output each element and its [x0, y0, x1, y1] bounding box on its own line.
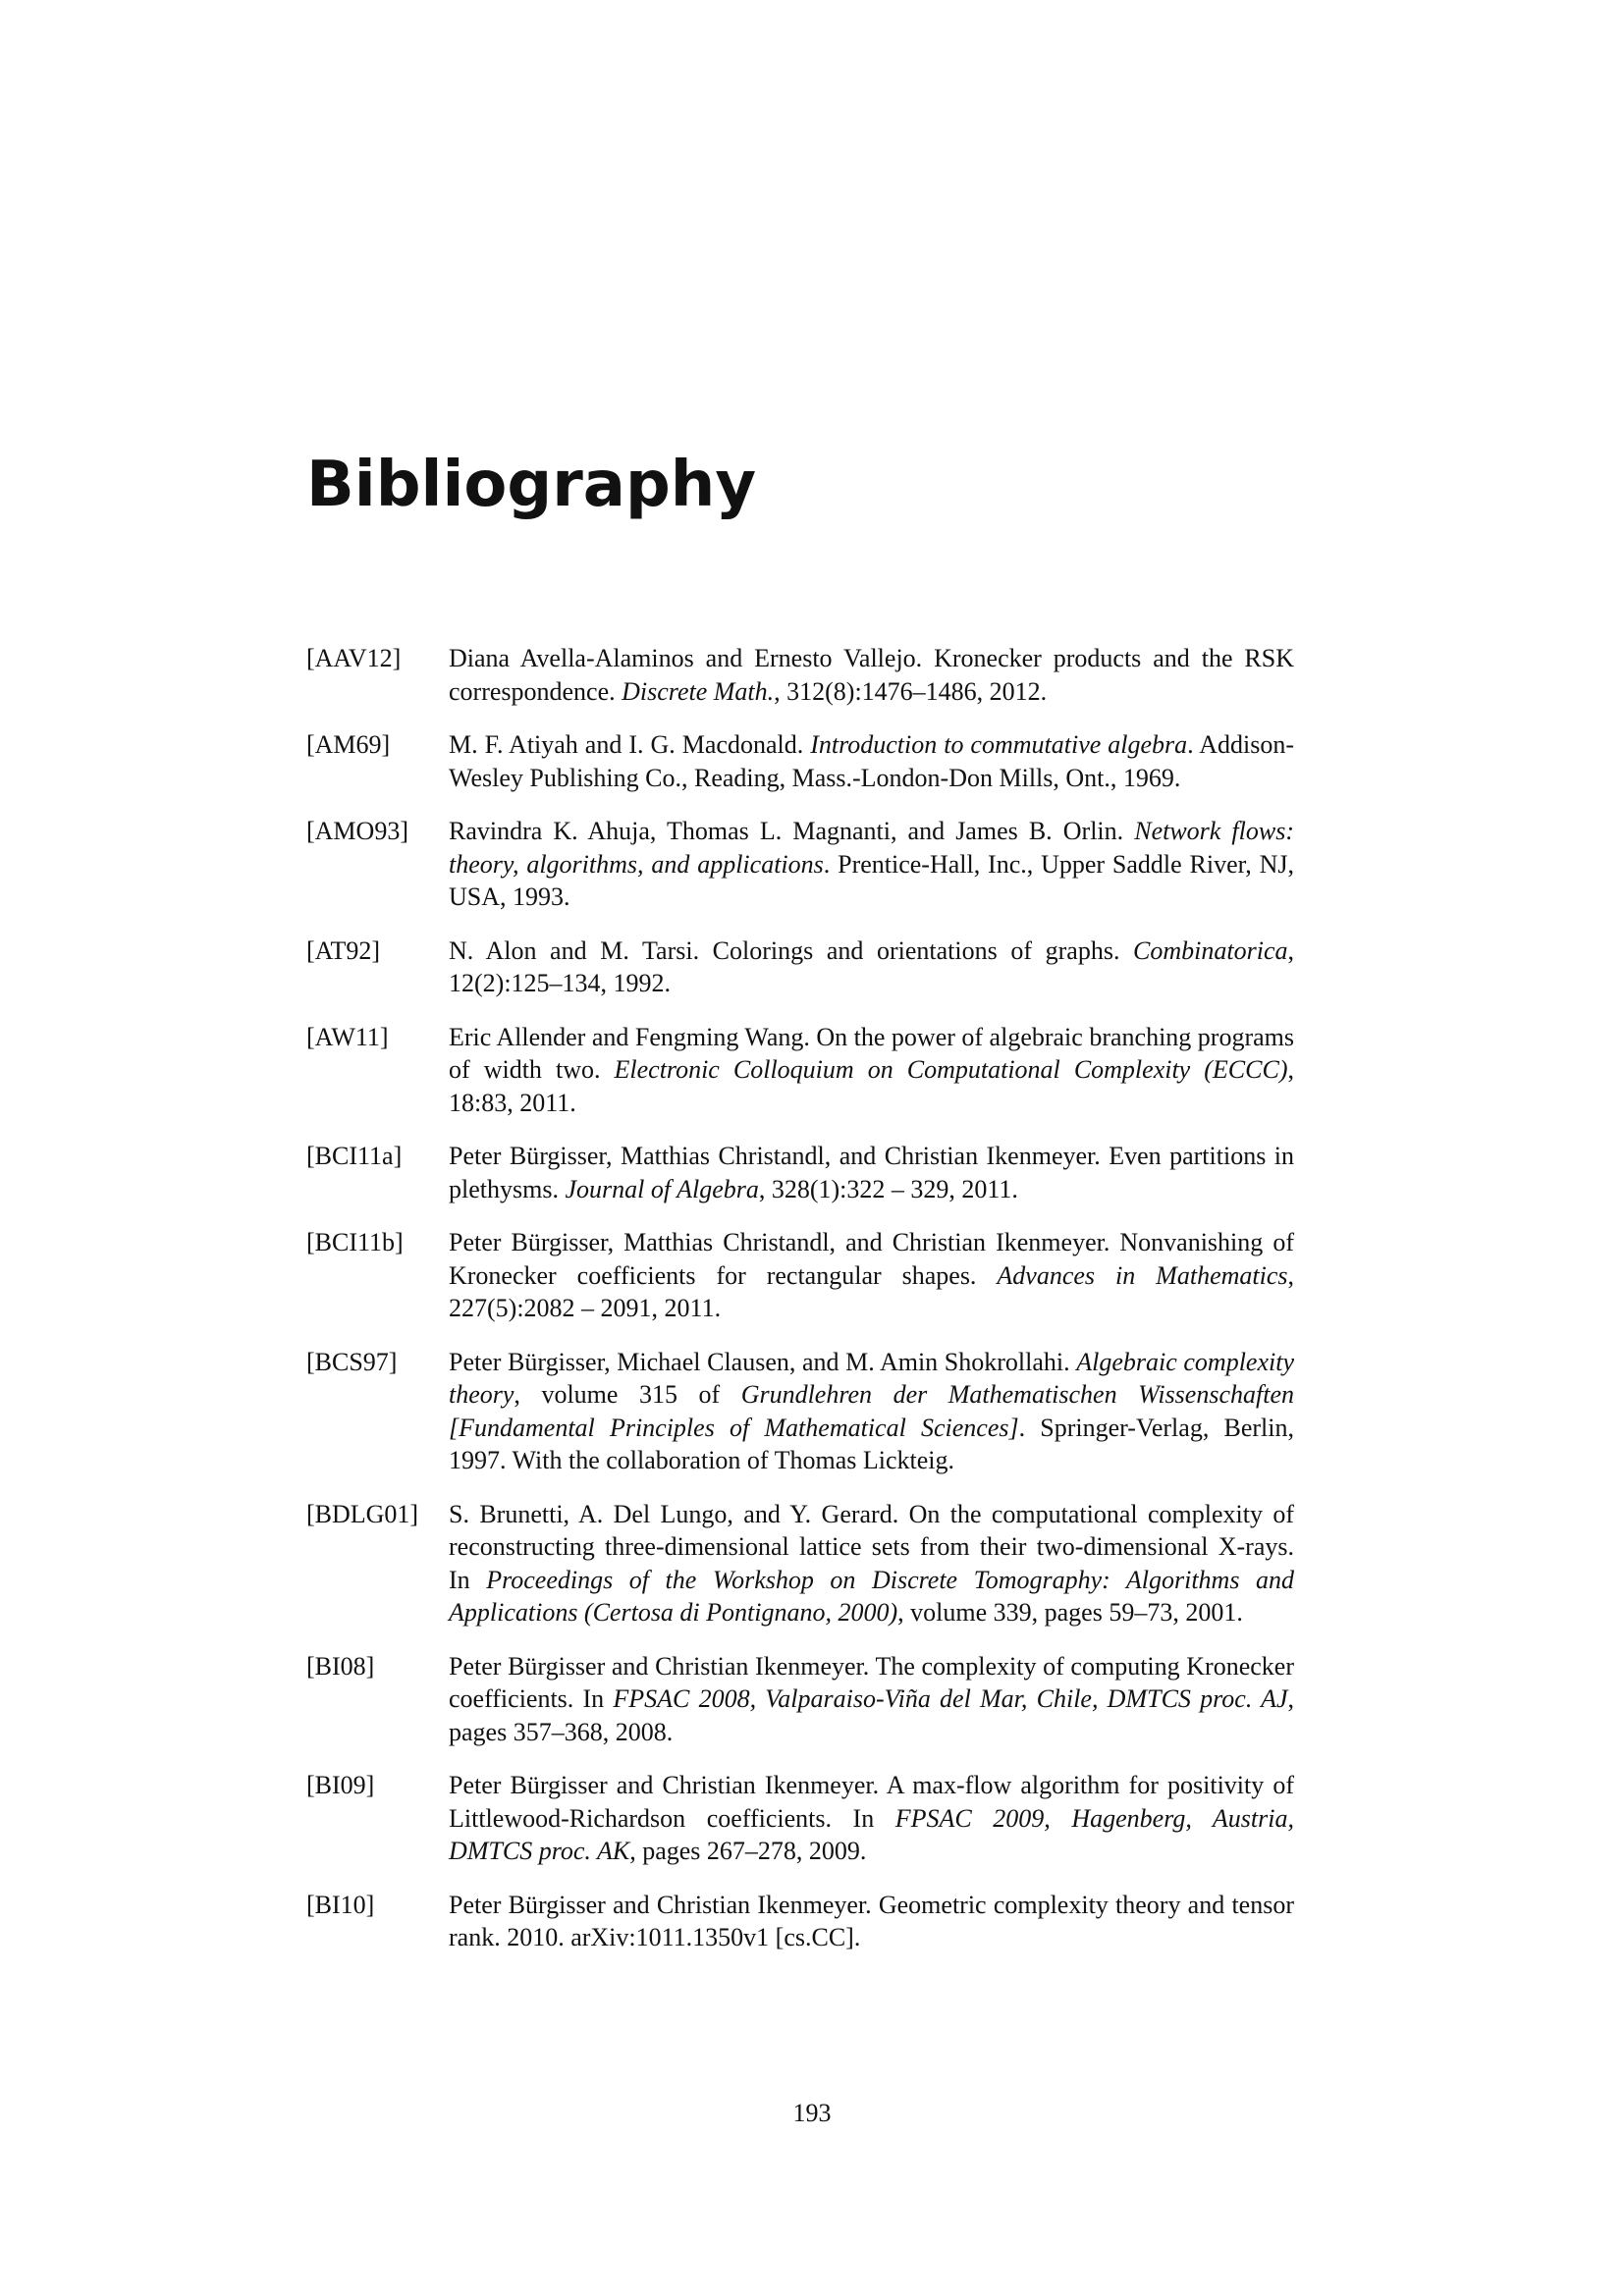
reference-italic-text: Network flows: theory, algorithms, and applications: [449, 817, 1294, 879]
bibliography-list: [306, 642, 1294, 1975]
reference-roman-text: , pages 267–278, 2009.: [629, 1837, 867, 1865]
citation-key: [BI08]: [306, 1651, 375, 1681]
bib-entry: [306, 1650, 1294, 1749]
reference-text: [449, 1140, 1294, 1205]
reference-roman-text: , 18:83, 2011.: [449, 1055, 1294, 1117]
bib-entry: [306, 642, 1294, 708]
page-number: 193: [792, 2099, 832, 2127]
citation-key: [AMO93]: [306, 817, 408, 845]
reference-roman-text: . Prentice-Hall, Inc., Upper Saddle River, NJ, USA, 1993.: [449, 849, 1294, 911]
reference-roman-text: N. Alon and M. Tarsi. Colorings and orientations of graphs.: [449, 935, 1134, 965]
reference-italic-text: Advances in Mathematics: [997, 1260, 1288, 1290]
reference-roman-text: Peter Bürgisser, Matthias Christandl, and Christian Ikenmeyer. Nonvanishing of Kronecker coefficients for rectangular shapes.: [449, 1228, 1294, 1290]
reference-text: [449, 1021, 1294, 1120]
reference-roman-text: Ravindra K. Ahuja, Thomas L. Magnanti, and James B. Orlin.: [449, 817, 1135, 845]
reference-text: [449, 1226, 1294, 1325]
reference-text: [449, 1346, 1294, 1477]
citation-key: [BCI11b]: [306, 1228, 404, 1256]
citation-key: [AT92]: [306, 935, 381, 965]
reference-roman-text: . Addison-Wesley Publishing Co., Reading, Mass.-London-Don Mills, Ont., 1969.: [449, 730, 1294, 792]
bib-entry: [306, 1021, 1294, 1120]
citation-key: [BDLG01]: [306, 1499, 419, 1528]
chapter-title: Bibliography: [306, 449, 757, 521]
reference-roman-text: . Springer-Verlag, Berlin, 1997. With the collaboration of Thomas Lickteig.: [449, 1413, 1294, 1474]
reference-text: [449, 642, 1294, 708]
reference-italic-text: Combinatorica: [1133, 935, 1288, 965]
reference-roman-text: , 328(1):322 – 329, 2011.: [758, 1174, 1018, 1203]
bib-entry: [306, 1346, 1294, 1477]
citation-key: [BI09]: [306, 1771, 375, 1799]
reference-italic-text: FPSAC 2009, Hagenberg, Austria, DMTCS proc. AK: [449, 1803, 1294, 1865]
citation-key: [AAV12]: [306, 644, 402, 672]
reference-roman-text: , 12(2):125–134, 1992.: [449, 935, 1294, 997]
reference-italic-text: Journal of Algebra: [565, 1174, 759, 1203]
reference-italic-text: Electronic Colloquium on Computational Complexity (ECCC): [614, 1055, 1288, 1084]
bib-entry: [306, 1769, 1294, 1868]
citation-key: [BCS97]: [306, 1347, 398, 1376]
citation-key: [BCI11a]: [306, 1142, 403, 1170]
reference-roman-text: Peter Bürgisser and Christian Ikenmeyer. Geometric complexity theory and tensor rank. 2010. arXiv:1011.1350v1 [cs.CC].: [449, 1890, 1294, 1951]
reference-roman-text: Diana Avella-Alaminos and Ernesto Vallejo. Kronecker products and the RSK correspondence.: [449, 644, 1294, 706]
reference-roman-text: , volume 339, pages 59–73, 2001.: [897, 1598, 1243, 1627]
reference-text: [449, 728, 1294, 794]
bib-entry: [306, 1140, 1294, 1205]
bib-entry: [306, 1889, 1294, 1954]
reference-italic-text: Discrete Math.: [622, 676, 775, 706]
reference-roman-text: , 227(5):2082 – 2091, 2011.: [449, 1260, 1294, 1322]
reference-roman-text: Eric Allender and Fengming Wang. On the power of algebraic branching programs of width two.: [449, 1022, 1294, 1084]
reference-roman-text: , 312(8):1476–1486, 2012.: [774, 676, 1048, 706]
reference-roman-text: Peter Bürgisser, Michael Clausen, and M. Amin Shokrollahi.: [449, 1347, 1077, 1376]
reference-text: [449, 1498, 1294, 1629]
reference-italic-text: Introduction to commutative algebra: [810, 730, 1188, 759]
bib-entry: [306, 1226, 1294, 1325]
reference-roman-text: Peter Bürgisser and Christian Ikenmeyer. The complexity of computing Kronecker coefficients. In: [449, 1651, 1294, 1713]
bib-entry: [306, 728, 1294, 794]
reference-text: [449, 1889, 1294, 1954]
reference-italic-text: Proceedings of the Workshop on Discrete Tomography: Algorithms and Applications (Certosa di Pontignano, 2000): [449, 1565, 1294, 1627]
reference-roman-text: , volume 315 of: [514, 1380, 741, 1409]
reference-roman-text: , pages 357–368, 2008.: [449, 1684, 1294, 1746]
reference-italic-text: FPSAC 2008, Valparaiso-Viña del Mar, Chile, DMTCS proc. AJ: [613, 1684, 1288, 1713]
bib-entry: [306, 815, 1294, 914]
reference-roman-text: Peter Bürgisser, Matthias Christandl, and Christian Ikenmeyer. Even partitions in plethysms.: [449, 1142, 1294, 1203]
bib-entry: [306, 1498, 1294, 1629]
citation-key: [AW11]: [306, 1022, 389, 1051]
reference-italic-text: Grundlehren der Mathematischen Wissenschaften [Fundamental Principles of Mathematical Sciences]: [449, 1380, 1294, 1442]
reference-roman-text: S. Brunetti, A. Del Lungo, and Y. Gerard. On the computational complexity of reconstructing three-dimensional lattice sets from their two-dimensional X-rays. In: [449, 1499, 1294, 1594]
citation-key: [BI10]: [306, 1890, 375, 1919]
reference-italic-text: Algebraic complexity theory: [449, 1347, 1295, 1409]
reference-text: [449, 934, 1294, 1000]
reference-roman-text: M. F. Atiyah and I. G. Macdonald.: [449, 730, 811, 759]
reference-roman-text: Peter Bürgisser and Christian Ikenmeyer. A max-flow algorithm for positivity of Littlewood-Richardson coefficients. In: [449, 1771, 1294, 1833]
citation-key: [AM69]: [306, 730, 391, 759]
bib-entry: [306, 934, 1294, 1000]
reference-text: [449, 815, 1294, 914]
reference-text: [449, 1650, 1294, 1749]
reference-text: [449, 1769, 1294, 1868]
